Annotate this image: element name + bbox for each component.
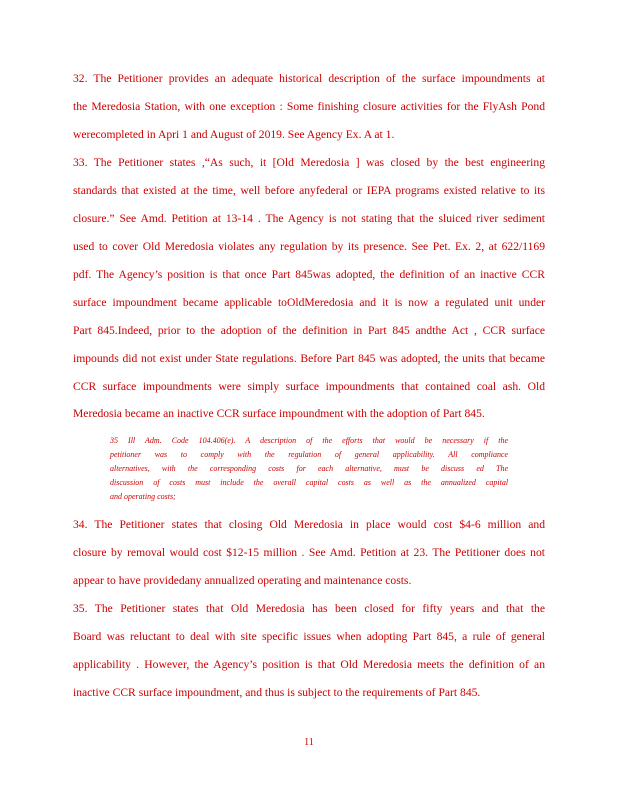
paragraph-35-line: Board was reluctant to deal with site specific issues when adopting Part 845, a rule of general [73,630,545,643]
paragraph-35-line: applicability . However, the Agency’s position is that Old Meredosia meets the definition of an [73,658,545,671]
block-quote-line: petitioner was to comply with the regulation of general applicability. All compliance [110,449,509,459]
paragraph-33-line: Meredosia became an inactive CCR surface impoundment with the adoption of Part 845. [73,407,485,420]
paragraph-34-line: appear to have providedany annualized operating and maintenance costs. [73,574,412,587]
paragraph-35-line: inactive CCR surface impoundment, and thus is subject to the requirements of Part 845. [73,686,481,699]
paragraph-33-line: 33. The Petitioner states ,“As such, it [Old Meredosia ] was closed by the best engineering [73,156,545,169]
paragraph-33-line: pdf. The Agency’s position is that once Part 845was adopted, the definition of an inactive CCR [73,268,545,281]
block-quote-line: discussion of costs must include the overall capital costs as well as the annualized capital [110,477,509,487]
paragraph-33-line: surface impoundment became applicable toOldMeredosia and it is now a regulated unit under [73,296,545,309]
block-quote-line: alternatives, with the corresponding costs for each alternative, must be discuss ed The [110,463,509,473]
paragraph-32-line: 32. The Petitioner provides an adequate historical description of the surface impoundments at [73,72,545,85]
paragraph-33-line: closure.” See Amd. Petition at 13-14 . The Agency is not stating that the sluiced river sediment [73,212,545,225]
paragraph-35-line: 35. The Petitioner states that Old Meredosia has been closed for fifty years and that the [73,602,545,615]
block-quote-line: 35 Ill Adm. Code 104.406(e). A description of the efforts that would be necessary if the [110,435,509,445]
paragraph-33-line: Part 845.Indeed, prior to the adoption of the definition in Part 845 andthe Act , CCR surface [73,324,545,337]
paragraph-34-line: 34. The Petitioner states that closing Old Meredosia in place would cost $4-6 million and [73,518,545,531]
paragraph-33-line: impounds did not exist under State regulations. Before Part 845 was adopted, the units that became [73,352,545,365]
page-number: 11 [304,737,314,748]
paragraph-34-line: closure by removal would cost $12-15 million . See Amd. Petition at 23. The Petitioner does not [73,546,545,559]
block-quote-line: and operating costs; [110,491,176,501]
paragraph-33-line: standards that existed at the time, well before anyfederal or IEPA programs existed relative to its [73,184,545,197]
paragraph-32-line: the Meredosia Station, with one exception : Some finishing closure activities for the FlyAsh Pond [73,100,545,113]
paragraph-33-line: used to cover Old Meredosia violates any regulation by its presence. See Pet. Ex. 2, at 622/1169 [73,240,545,253]
paragraph-33-line: CCR surface impoundments were simply surface impoundments that contained coal ash. Old [73,380,545,393]
paragraph-32-line: werecompleted in Apri 1 and August of 2019. See Agency Ex. A at 1. [73,128,395,141]
